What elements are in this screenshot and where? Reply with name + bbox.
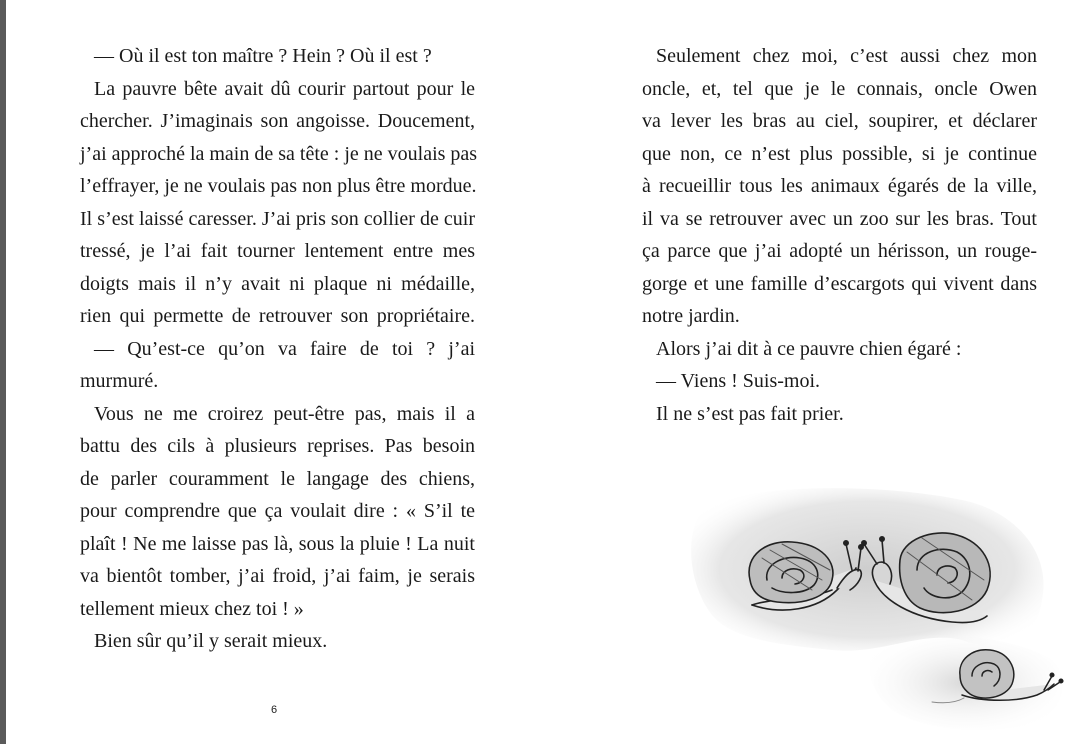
right-page-text <box>642 40 1037 430</box>
text-line: doigts mais il n’y avait ni plaque ni médaille, <box>80 272 475 295</box>
text-line: chercher. J’imaginais son angoisse. Doucement, <box>80 110 475 132</box>
text-line: j’ai approché la main de sa tête : je ne voulais pas <box>80 142 478 165</box>
text-line: — Viens ! Suis-moi. <box>656 370 820 392</box>
text-line: La pauvre bête avait dû courir partout pour le <box>94 77 475 100</box>
text-line: oncle, et, tel que je le connais, oncle Owen <box>642 77 1037 100</box>
snails-illustration <box>632 440 1078 740</box>
text-line: Il ne s’est pas fait prier. <box>656 402 844 425</box>
left-page-text <box>80 40 478 658</box>
text-line: notre jardin. <box>642 305 740 327</box>
text-line: va bientôt tomber, j’ai froid, j’ai faim, je serais <box>80 565 475 587</box>
page-number: 6 <box>271 704 278 716</box>
text-line: que non, ce n’est plus possible, si je continue <box>642 142 1037 165</box>
text-line: gorge et une famille d’escargots qui vivent dans <box>642 272 1037 295</box>
text-line: — Où il est ton maître ? Hein ? Où il est ? <box>94 45 432 67</box>
text-line: l’effrayer, je ne voulais pas non plus être mordue. <box>80 175 477 197</box>
text-line: Vous ne me croirez peut-être pas, mais il a <box>94 402 475 425</box>
text-line: ça parce que j’ai adopté un hérisson, un rouge- <box>642 240 1037 262</box>
text-line: Alors j’ai dit à ce pauvre chien égaré : <box>656 337 962 360</box>
text-line: murmuré. <box>80 370 159 392</box>
left-edge-bar <box>0 0 6 744</box>
text-line: tressé, je l’ai fait tourner lentement entre mes <box>80 240 475 262</box>
text-line: — Qu’est-ce qu’on va faire de toi ? j’ai <box>94 337 475 360</box>
text-line: rien qui permette de retrouver son propriétaire. <box>80 305 475 327</box>
text-line: Il s’est laissé caresser. J’ai pris son collier de cuir <box>80 207 475 230</box>
text-line: à recueillir tous les animaux égarés de la ville, <box>642 175 1037 197</box>
text-line: va lever les bras au ciel, soupirer, et déclarer <box>642 110 1037 132</box>
text-line: plaît ! Ne me laisse pas là, sous la pluie ! La nuit <box>80 532 475 555</box>
text-line: il va se retrouver avec un zoo sur les bras. Tout <box>642 207 1037 230</box>
text-line: Bien sûr qu’il y serait mieux. <box>94 630 328 652</box>
text-line: tellement mieux chez toi ! » <box>80 597 304 620</box>
text-line: Seulement chez moi, c’est aussi chez mon <box>656 45 1037 67</box>
text-line: pour comprendre que ça voulait dire : « S’il te <box>80 500 475 522</box>
text-line: de parler couramment le langage des chiens, <box>80 467 475 490</box>
text-line: battu des cils à plusieurs reprises. Pas besoin <box>80 435 475 457</box>
